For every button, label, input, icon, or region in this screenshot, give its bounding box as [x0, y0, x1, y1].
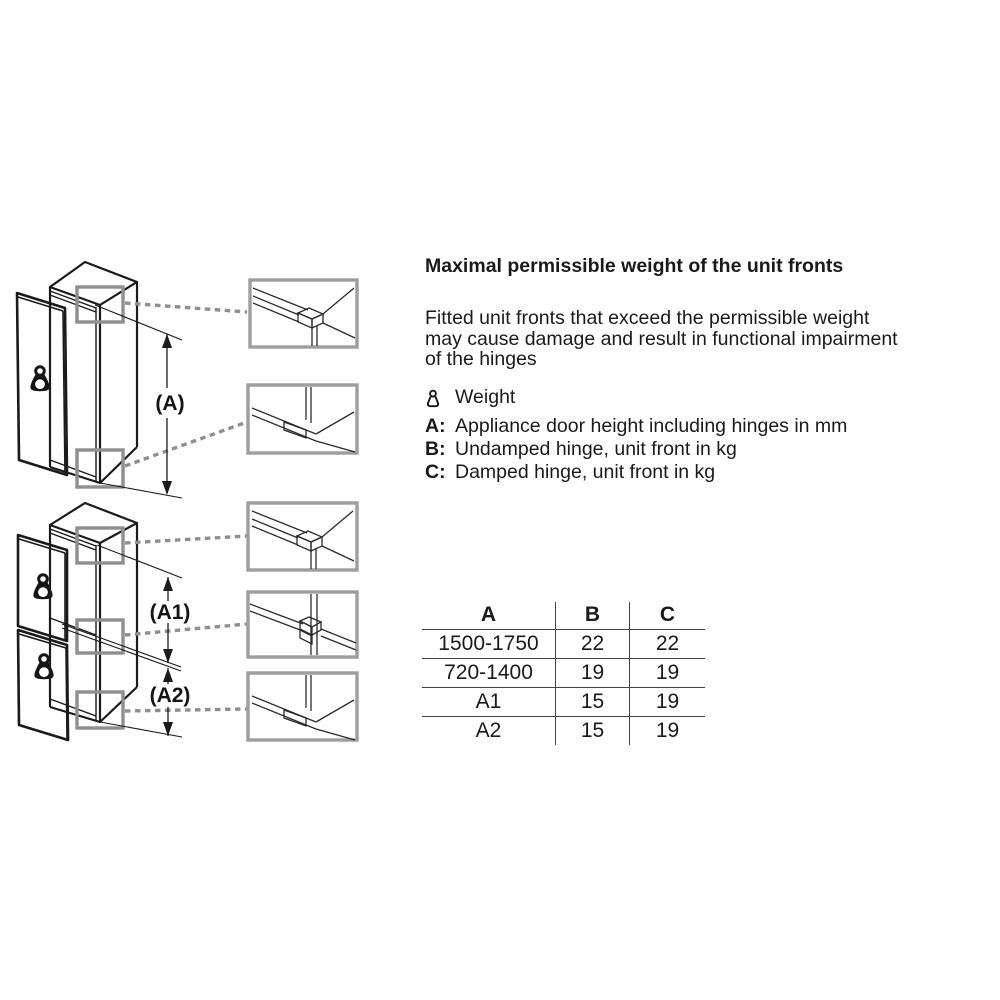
table-row: [422, 687, 705, 716]
legend-item-prefix: B:: [425, 437, 446, 460]
column-header-a: A: [422, 602, 556, 630]
weight-icon: [422, 386, 455, 415]
intro-line: may cause damage and result in functional impairment: [425, 327, 898, 350]
dimension-label-a1: (A1): [149, 601, 191, 624]
table-header-row: [422, 602, 705, 630]
cell-undamped-kg: 22: [556, 629, 630, 658]
table-row: [422, 658, 705, 687]
cell-undamped-kg: 15: [556, 687, 630, 716]
legend-item-label: Undamped hinge, unit front in kg: [455, 437, 737, 460]
legend-item-c: [422, 461, 1000, 484]
legend-item-label: Damped hinge, unit front in kg: [455, 460, 716, 483]
hinge-detail-callout-middle: [248, 592, 357, 657]
cell-height-range: A2: [475, 718, 502, 742]
installation-diagram: [0, 250, 400, 762]
cell-damped-kg: 19: [630, 687, 706, 716]
table-row: [422, 629, 705, 658]
leader-dotted-line: [125, 709, 247, 711]
leader-dotted-line: [125, 422, 247, 466]
cell-height-range: 720-1400: [422, 658, 556, 687]
page-title: Maximal permissible weight of the unit fronts: [425, 255, 844, 277]
table-row: [422, 716, 705, 745]
single-door-appliance-illustration: [17, 262, 357, 498]
leader-dotted-line: [125, 624, 247, 635]
intro-line: Fitted unit fronts that exceed the permissible weight: [425, 307, 870, 329]
column-header-c: C: [630, 602, 706, 630]
dimension-label-a2: (A2): [149, 684, 191, 707]
cell-undamped-kg: 19: [556, 658, 630, 687]
legend-item-a: [422, 415, 1000, 438]
leader-dotted-line: [125, 536, 247, 543]
cell-height-range: 1500-1750: [422, 629, 556, 658]
legend-item-prefix: C:: [425, 460, 446, 483]
leader-dotted-line: [125, 303, 247, 312]
cell-damped-kg: 19: [630, 658, 706, 687]
intro-line: of the hinges: [425, 348, 537, 370]
legend-item-label: Weight: [455, 385, 516, 408]
cell-undamped-kg: 15: [556, 716, 630, 745]
cell-damped-kg: 22: [630, 629, 706, 658]
legend-item-b: [422, 438, 1000, 461]
hinge-detail-callout-bottom: [248, 673, 357, 740]
weight-icon: [30, 367, 49, 392]
double-door-appliance-illustration: [18, 503, 357, 740]
legend-item-label: Appliance door height including hinges in mm: [455, 414, 848, 437]
legend-item-weight: [422, 386, 1000, 415]
hinge-detail-callout-top: [250, 280, 357, 347]
cell-height-range: A1: [422, 687, 556, 716]
text-column: [422, 255, 1000, 745]
dimension-label-a: (A): [155, 392, 185, 415]
intro-paragraph: [425, 308, 1000, 370]
legend: [422, 386, 1000, 484]
hinge-detail-callout-bottom: [248, 385, 357, 453]
cell-damped-kg: 19: [630, 716, 706, 745]
legend-item-prefix: A:: [425, 414, 446, 437]
weight-table: [422, 602, 705, 745]
column-header-b: B: [556, 602, 630, 630]
hinge-detail-callout-top: [248, 503, 357, 570]
